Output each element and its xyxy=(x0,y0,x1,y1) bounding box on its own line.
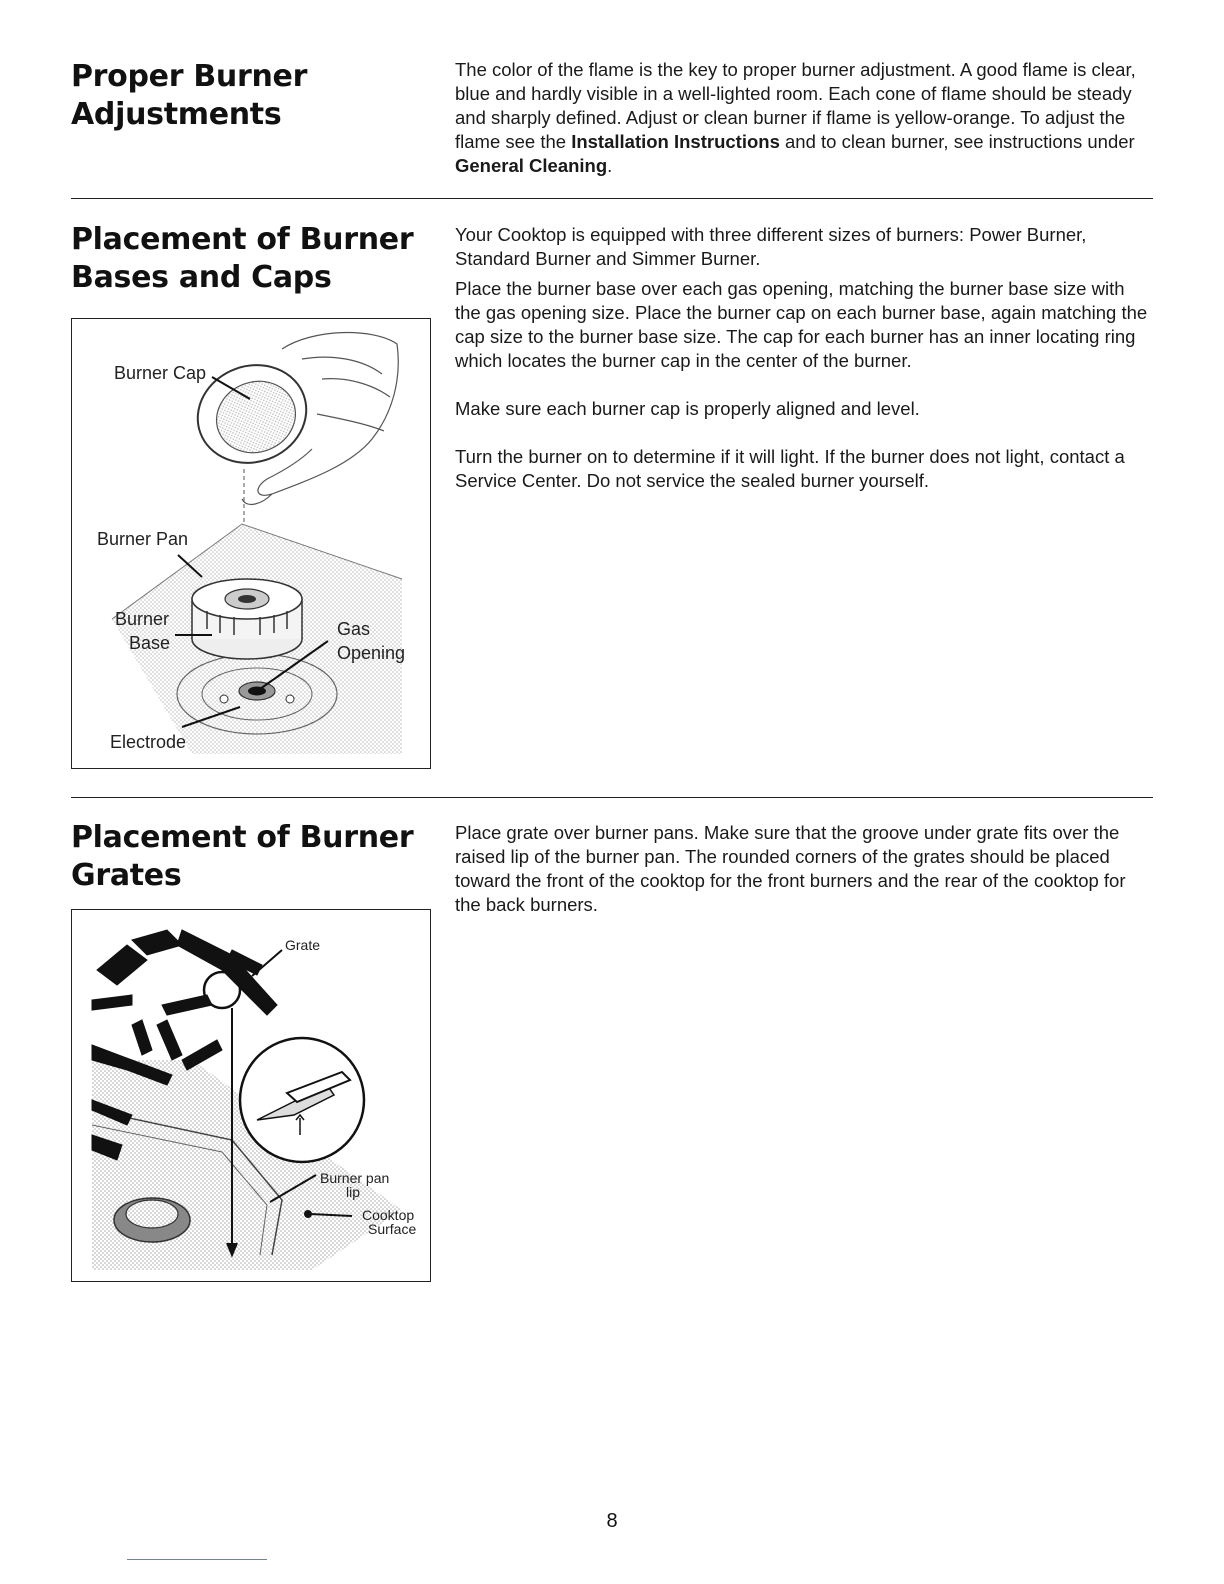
paragraph: Place grate over burner pans. Make sure that the groove under grate fits over the raised lip of the burner pan. The rounded corners of the grates should be placed toward the front of the cooktop for the front burners and the rear of the cooktop for the back burners. xyxy=(455,822,1126,915)
detail-zoom xyxy=(240,1038,364,1162)
label-burner-base-line2: Base xyxy=(129,633,171,653)
section-body-placement-of-burner-bases xyxy=(455,223,1153,493)
label-burner-pan-lip-line1: Burner pan xyxy=(320,1170,390,1186)
label-burner-base-line1: Burner xyxy=(115,609,170,629)
heading-line: Grates xyxy=(71,858,182,893)
section-heading-placement-of-burner-bases-and-caps xyxy=(71,221,413,297)
paragraph xyxy=(455,58,1153,178)
text: . xyxy=(607,155,613,176)
figure-burner-grate xyxy=(71,909,431,1282)
reference-installation-instructions: Installation Instructions xyxy=(571,131,780,152)
footer-line xyxy=(127,1559,267,1560)
label-cooktop-surface-line1: Cooktop xyxy=(362,1207,415,1223)
section-body-proper-burner-adjustments xyxy=(455,58,1153,178)
burner-assembly-illustration xyxy=(72,319,430,768)
paragraph: Your Cooktop is equipped with three different sizes of burners: Power Burner, Standard Burner and Simmer Burner. xyxy=(455,224,1087,269)
text: The color of the flame is the key to proper burner adjustment. A good flame is clear, blue and hardly visible in a well-lighted room. Each cone of flame should be steady and sharply defined. Adjust or clean burner if flame is yellow-orange. To adjust the flame see the xyxy=(455,59,1136,152)
reference-general-cleaning: General Cleaning xyxy=(455,155,608,176)
section-divider xyxy=(71,198,1153,199)
label-gas-opening-line1: Gas xyxy=(337,619,371,639)
heading-line: Placement of Burner xyxy=(71,222,414,257)
paragraph: Place the burner base over each gas opening, matching the burner base size with the gas opening size. Place the burner cap on each burner base, again matching the cap size to the burner base size. The cap for each burner has an inner locating ring which locates the burner cap in the center of the burner. xyxy=(455,278,1148,371)
text: and to clean burner, see instructions under xyxy=(779,131,1135,152)
heading-line: Proper Burner xyxy=(71,59,308,94)
detail-marker xyxy=(204,972,240,1008)
burner-illustration xyxy=(114,1198,190,1242)
section-heading-proper-burner-adjustments xyxy=(71,58,307,134)
heading-line: Placement of Burner xyxy=(71,820,414,855)
grate-illustration xyxy=(72,910,430,1281)
paragraph: Make sure each burner cap is properly aligned and level. xyxy=(455,398,920,419)
section-body-placement-of-burner-grates xyxy=(455,821,1153,917)
label-electrode: Electrode xyxy=(110,732,187,752)
section-divider xyxy=(71,797,1153,798)
figure-burner-assembly xyxy=(71,318,431,769)
label-gas-opening-line2: Opening xyxy=(337,643,406,663)
label-burner-pan: Burner Pan xyxy=(97,529,189,549)
label-burner-cap: Burner Cap xyxy=(114,363,207,383)
label-burner-pan-lip-line2: lip xyxy=(346,1184,361,1200)
paragraph: Turn the burner on to determine if it will light. If the burner does not light, contact a Service Center. Do not service the sealed burner yourself. xyxy=(455,446,1125,491)
label-grate: Grate xyxy=(285,937,321,953)
label-cooktop-surface-line2: Surface xyxy=(368,1221,417,1237)
heading-line: Bases and Caps xyxy=(71,260,332,295)
burner-base-illustration xyxy=(192,579,302,659)
page-number: 8 xyxy=(606,1510,618,1532)
section-heading-placement-of-burner-grates xyxy=(71,819,413,895)
heading-line: Adjustments xyxy=(71,97,282,132)
